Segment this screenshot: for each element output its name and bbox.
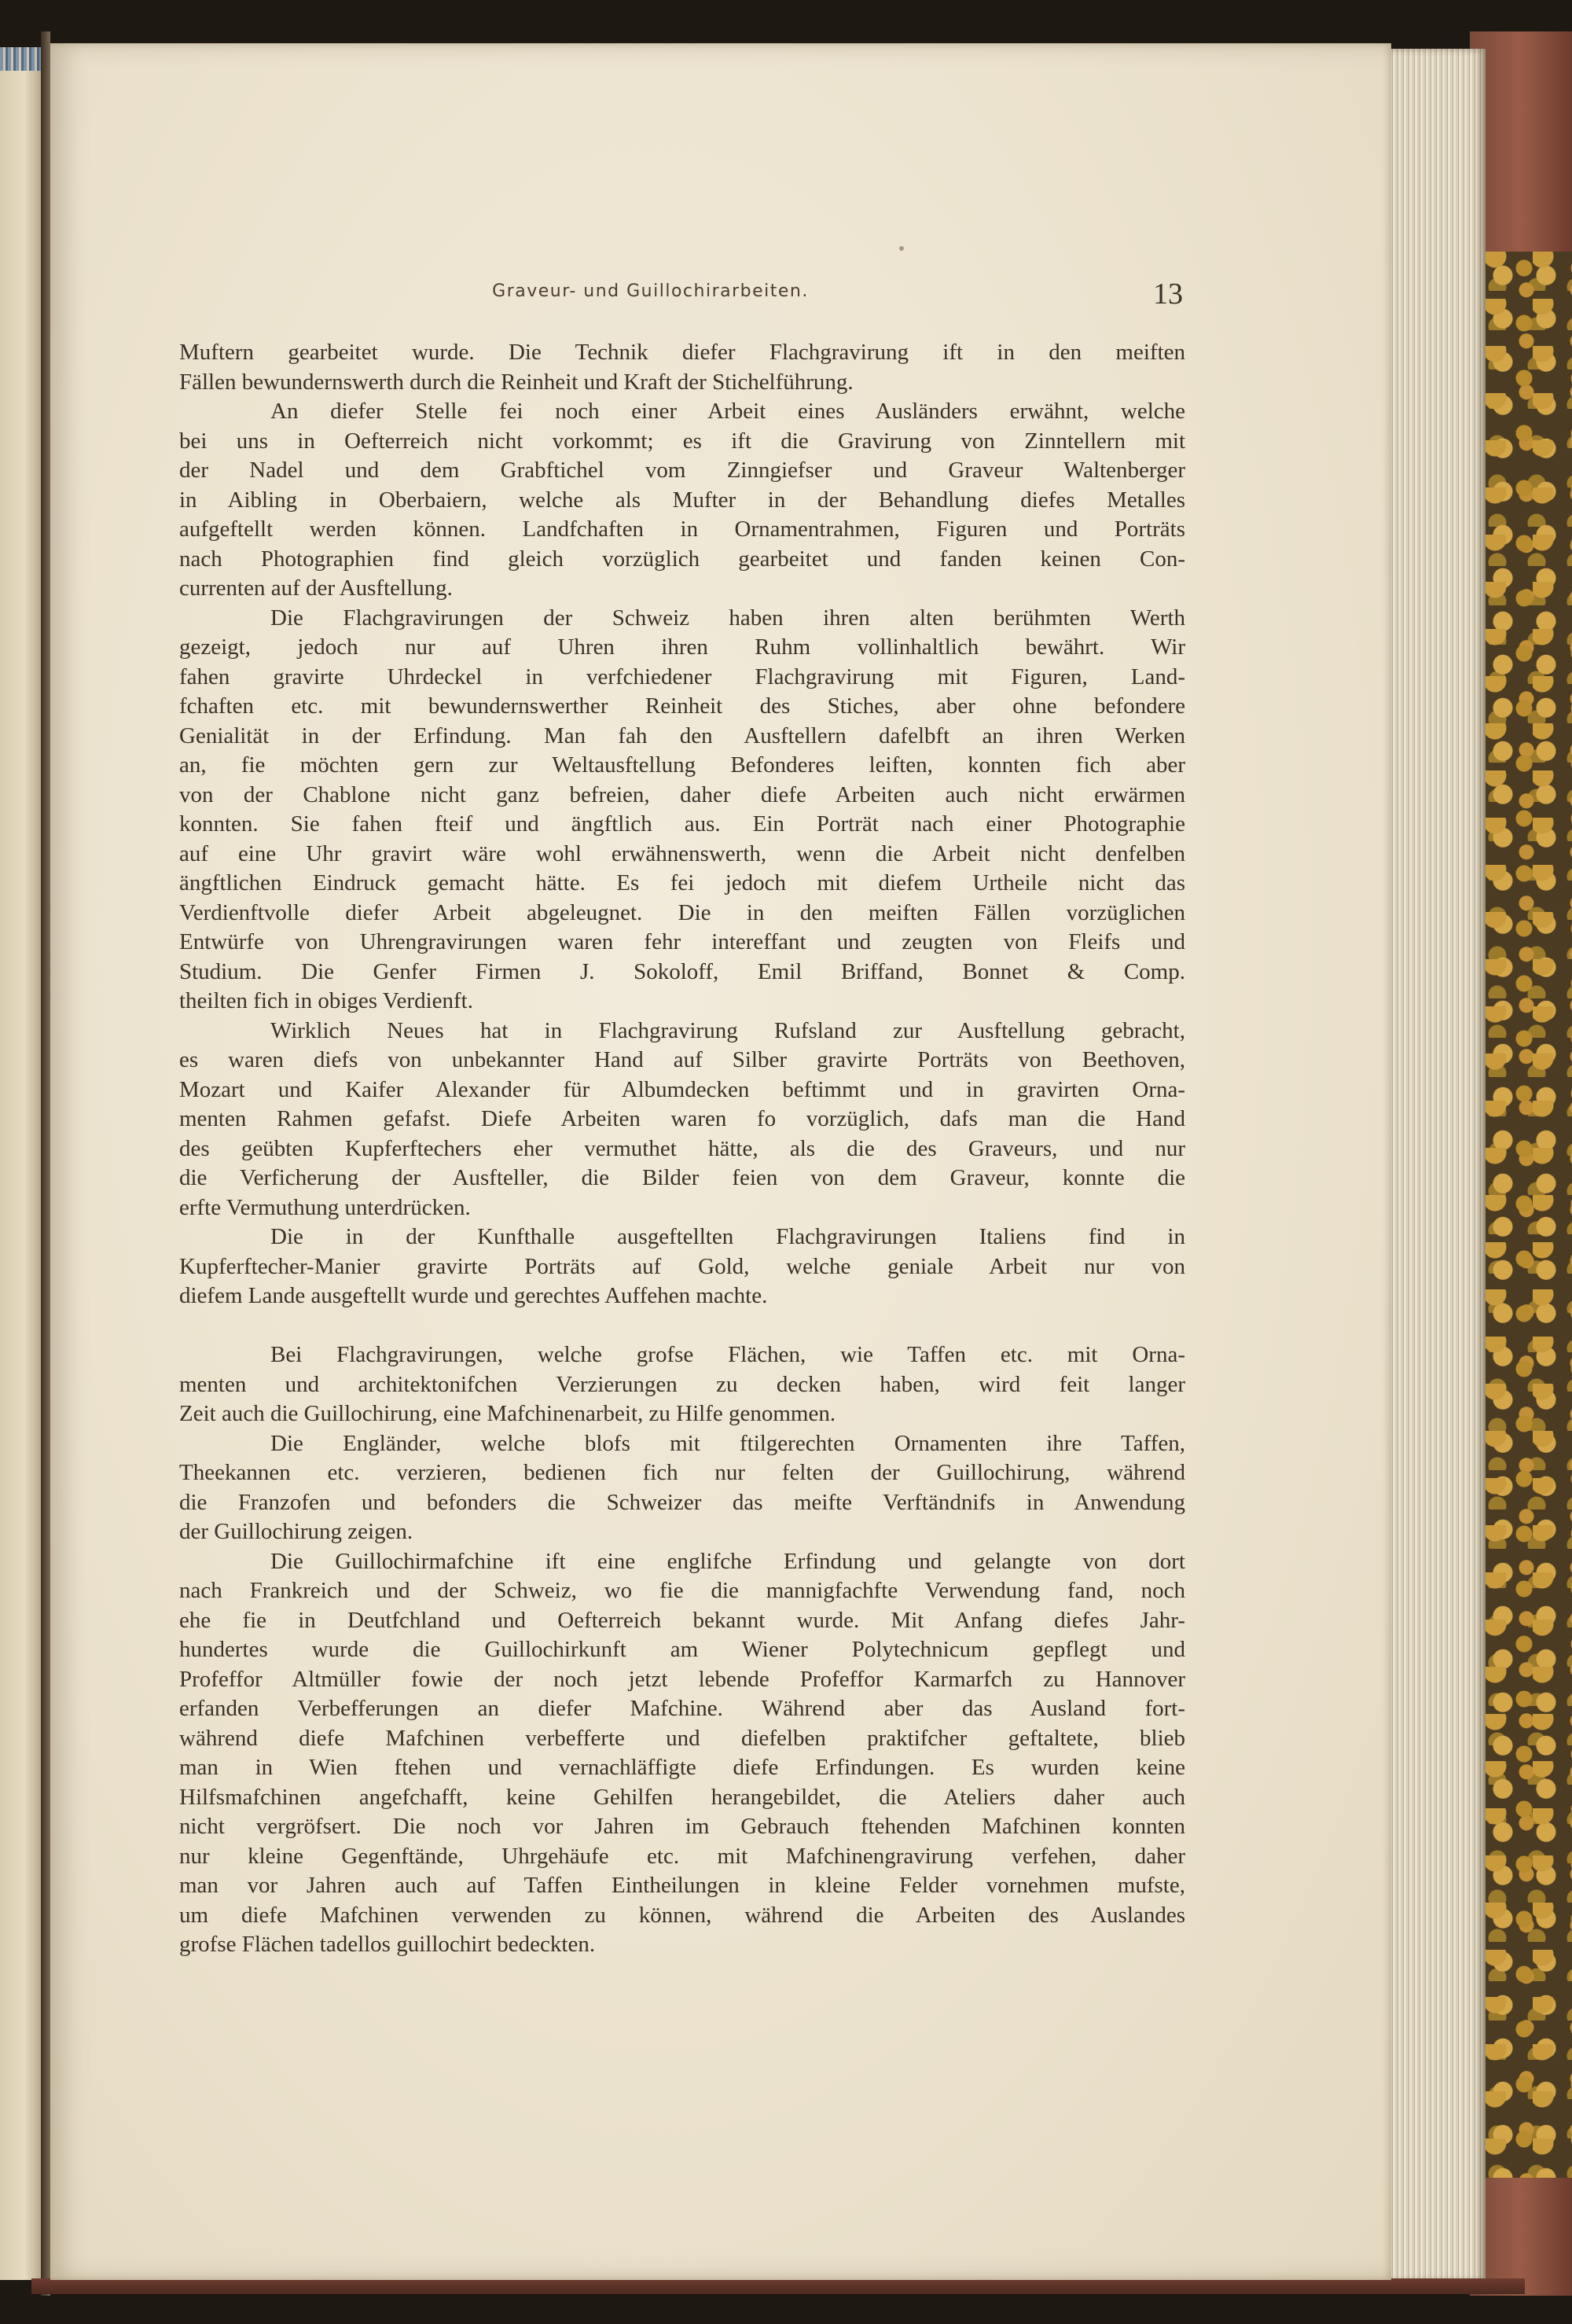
text-line: erfanden Verbefferungen an diefer Mafchine. Während aber das Ausland fort- — [179, 1696, 1185, 1721]
text-line: Genialität in der Erfindung. Man fah den Ausftellern dafelbft an ihren Werken — [179, 723, 1185, 748]
text-line: auf eine Uhr gravirt wäre wohl erwähnenswerth, wenn die Arbeit nicht denfelben — [179, 840, 1185, 866]
text-line: fahen gravirte Uhrdeckel in verfchiedener Flachgravirung mit Figuren, Land- — [179, 664, 1185, 689]
paper-speck — [899, 246, 904, 251]
text-line: Wirklich Neues hat in Flachgravirung Rufsland zur Ausftellung gebracht, — [270, 1017, 1185, 1043]
text-line: um diefe Mafchinen verwenden zu können, während die Arbeiten des Auslandes — [179, 1902, 1185, 1928]
text-line: während diefe Mafchinen verbefferte und diefelben praktifcher geftaltete, blieb — [179, 1725, 1185, 1751]
paragraph — [179, 604, 1185, 1017]
text-line: man in Wien ftehen und vernachläffigte diefe Erfindungen. Es wurden keine — [179, 1755, 1185, 1780]
text-line: Mozart und Kaifer Alexander für Albumdecken beftimmt und in gravirten Orna- — [179, 1076, 1185, 1102]
paragraph — [179, 1547, 1185, 1960]
text-line: der Guillochirung zeigen. — [179, 1519, 413, 1544]
left-page-edge — [0, 47, 44, 2280]
text-line: Die in der Kunfthalle ausgeftellten Flachgravirungen Italiens find in — [270, 1224, 1185, 1249]
paragraph — [179, 1017, 1185, 1223]
text-line: grofse Flächen tadellos guillochirt bedeckten. — [179, 1932, 596, 1957]
text-line: menten Rahmen gefafst. Diefe Arbeiten waren fo vorzüglich, dafs man die Hand — [179, 1106, 1185, 1131]
paragraph — [179, 1223, 1185, 1311]
text-line: man vor Jahren auch auf Taffen Eintheilungen in kleine Felder vornehmen mufste, — [179, 1873, 1185, 1898]
text-line: Muftern gearbeitet wurde. Die Technik diefer Flachgravirung ift in den meiften — [179, 340, 1185, 365]
text-line: Studium. Die Genfer Firmen J. Sokoloff, Emil Briffand, Bonnet & Comp. — [179, 958, 1185, 984]
text-line: es waren diefs von unbekannter Hand auf Silber gravirte Porträts von Beethoven, — [179, 1047, 1185, 1072]
text-line: Die Flachgravirungen der Schweiz haben ihren alten berühmten Werth — [270, 605, 1185, 631]
book-gutter — [41, 31, 50, 2296]
page-stack-edges — [1390, 49, 1486, 2282]
text-line: nach Frankreich und der Schweiz, wo fie die mannigfachfte Verwendung fand, noch — [179, 1578, 1185, 1603]
text-line: diefem Lande ausgeftellt wurde und gerechtes Auffehen machte. — [179, 1283, 768, 1308]
text-line: Kupferftecher-Manier gravirte Porträts auf Gold, welche geniale Arbeit nur von — [179, 1253, 1185, 1279]
text-line: gezeigt, jedoch nur auf Uhren ihren Ruhm vollinhaltlich bewährt. Wir — [179, 634, 1185, 660]
text-line: die Franzofen und befonders die Schweizer das meifte Verftändnifs in Anwendung — [179, 1489, 1185, 1515]
text-line: erfte Vermuthung unterdrücken. — [179, 1194, 471, 1220]
text-line: Fällen bewundernswerth durch die Reinheit und Kraft der Stichelführung. — [179, 369, 854, 395]
page-number: 13 — [1153, 278, 1183, 311]
text-line: Entwürfe von Uhrengravirungen waren fehr intereffant und zeugten von Fleifs und — [179, 929, 1185, 954]
text-line: aufgeftellt werden können. Landfchaften in Ornamentrahmen, Figuren und Porträts — [179, 517, 1185, 542]
text-line: Verdienftvolle diefer Arbeit abgeleugnet. Die in den meiften Fällen vorzüglichen — [179, 899, 1185, 925]
marbled-cover — [1486, 252, 1572, 2178]
text-line: ehe fie in Deutfchland und Oefterreich bekannt wurde. Mit Anfang diefes Jahr- — [179, 1607, 1185, 1633]
text-line: Hilfsmafchinen angefchafft, keine Gehilfen herangebildet, die Ateliers daher auch — [179, 1784, 1185, 1810]
paragraph — [179, 338, 1185, 397]
text-line: Bei Flachgravirungen, welche grofse Flächen, wie Taffen etc. mit Orna- — [270, 1342, 1185, 1367]
text-line: An diefer Stelle fei noch einer Arbeit eines Ausländers erwähnt, welche — [270, 399, 1185, 424]
text-line: Die Guillochirmafchine ift eine englifche Erfindung und gelangte von dort — [270, 1548, 1185, 1574]
text-line: hundertes wurde die Guillochirkunft am Wiener Polytechnicum gepflegt und — [179, 1637, 1185, 1662]
text-line: der Nadel und dem Grabftichel vom Zinngiefser und Graveur Waltenberger — [179, 458, 1185, 483]
text-line: fchaften etc. mit bewundernswerther Reinheit des Stiches, aber ohne befondere — [179, 693, 1185, 719]
text-line: nicht vergröfsert. Die noch vor Jahren im Gebrauch ftehenden Mafchinen konnten — [179, 1814, 1185, 1839]
running-header — [118, 277, 1183, 316]
text-line: bei uns in Oefterreich nicht vorkommt; es ift die Gravirung von Zinntellern mit — [179, 428, 1185, 454]
text-line: Theekannen etc. verzieren, bedienen fich nur felten der Guillochirung, während — [179, 1460, 1185, 1485]
text-line: des geübten Kupferftechers eher vermuthet hätte, als die des Graveurs, und nur — [179, 1135, 1185, 1161]
paragraph — [179, 397, 1185, 604]
text-line: currenten auf der Ausftellung. — [179, 575, 453, 601]
text-line: Die Engländer, welche blofs mit ftilgerechten Ornamenten ihre Taffen, — [270, 1430, 1185, 1456]
text-line: Zeit auch die Guillochirung, eine Mafchinenarbeit, zu Hilfe genommen. — [179, 1401, 836, 1426]
text-line: ängftlichen Eindruck gemacht hätte. Es fei jedoch mit diefem Urtheile nicht das — [179, 870, 1185, 895]
text-line: menten und architektonifchen Verzierungen zu decken haben, wird feit langer — [179, 1371, 1185, 1397]
paragraph — [179, 1340, 1185, 1429]
text-line: nur kleine Gegenftände, Uhrgehäufe etc. mit Mafchinengravirung verfehen, daher — [179, 1843, 1185, 1869]
header-title: Graveur- und Guillochirarbeiten. — [492, 281, 809, 301]
text-line: an, fie möchten gern zur Weltausftellung Befonderes leiften, konnten fich aber — [179, 752, 1185, 778]
text-line: theilten fich in obiges Verdienft. — [179, 988, 473, 1013]
text-line: nach Photographien find gleich vorzüglich gearbeitet und fanden keinen Con- — [179, 546, 1185, 572]
text-line: von der Chablone nicht ganz befreien, daher diefe Arbeiten auch nicht erwärmen — [179, 781, 1185, 807]
text-line: die Verficherung der Ausfteller, die Bilder feien von dem Graveur, konnte die — [179, 1165, 1185, 1190]
paragraph — [179, 1429, 1185, 1547]
text-line: konnten. Sie fahen fteif und ängftlich aus. Ein Porträt nach einer Photographie — [179, 811, 1185, 837]
book-bottom-edge — [31, 2278, 1525, 2294]
text-line: Profeffor Altmüller fowie der noch jetzt lebende Profeffor Karmarfch zu Hannover — [179, 1666, 1185, 1692]
text-line: in Aibling in Oberbaiern, welche als Mufter in der Behandlung diefes Metalles — [179, 487, 1185, 513]
